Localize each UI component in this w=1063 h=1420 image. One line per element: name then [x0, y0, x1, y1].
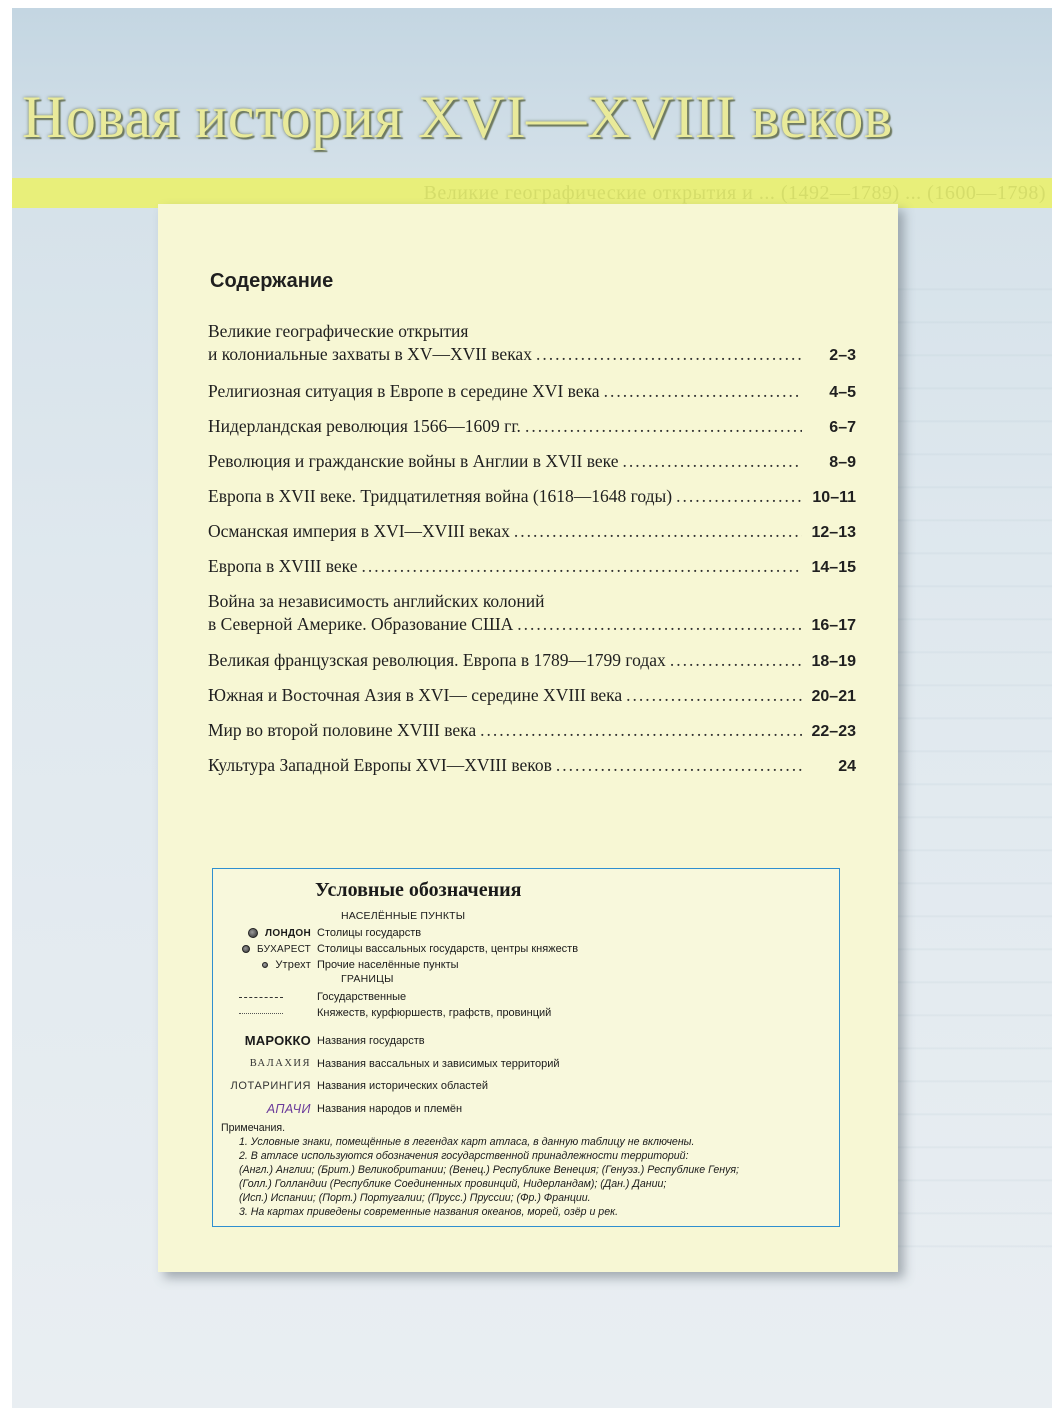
toc-page-number: 16–17	[811, 617, 856, 634]
toc-item[interactable]	[208, 649, 856, 673]
legend-row-peoples	[213, 1099, 833, 1119]
leader-dots	[536, 343, 802, 366]
legend-desc: Названия вассальных и зависимых территорий	[317, 1058, 560, 1070]
legend-desc: Княжеств, курфюршеств, графств, провинций	[317, 1007, 552, 1019]
toc-item-text: Революция и гражданские войны в Англии в XVII веке	[208, 451, 619, 471]
toc-item[interactable]	[208, 555, 856, 579]
toc-page-number: 2–3	[829, 347, 856, 364]
town-dot-icon	[262, 962, 268, 968]
legend-row-town	[213, 957, 833, 973]
toc-page-number: 20–21	[811, 688, 856, 705]
toc-page-number: 14–15	[811, 559, 856, 576]
atlas-page	[12, 8, 1052, 1408]
toc-item-text: Великие географические открытия	[208, 321, 469, 341]
toc-page-number: 6–7	[829, 419, 856, 436]
leader-dots	[670, 649, 802, 672]
legend-row-state-border	[213, 989, 833, 1005]
toc-item-text: Европа в XVIII веке	[208, 556, 358, 576]
toc-page-number: 18–19	[811, 653, 856, 670]
toc-item[interactable]	[208, 415, 856, 439]
leader-dots	[556, 754, 802, 777]
toc-item-text: Мир во второй половине XVIII века	[208, 720, 477, 740]
leader-dots	[517, 613, 802, 636]
leader-dots	[362, 555, 803, 578]
toc-item-text: в Северной Америке. Образование США	[208, 614, 514, 634]
legend-desc: Столицы государств	[317, 927, 422, 939]
toc-item-text: Культура Западной Европы XVI—XVIII веков	[208, 755, 552, 775]
leader-dots	[480, 719, 802, 742]
notes-heading: Примечания.	[221, 1122, 286, 1134]
legend-desc: Названия исторических областей	[317, 1080, 488, 1092]
legend-box	[212, 868, 840, 1227]
legend-desc: Государственные	[317, 991, 407, 1003]
legend-symbol: БУХАРЕСТ	[257, 944, 311, 955]
legend-symbol: МАРОККО	[244, 1033, 311, 1048]
toc-page-number: 4–5	[829, 384, 856, 401]
leader-dots	[525, 415, 802, 438]
toc-item[interactable]	[208, 684, 856, 708]
legend-symbol: ВАЛАХИЯ	[249, 1058, 311, 1069]
toc-item-text: и колониальные захваты в XV—XVII веках	[208, 344, 532, 364]
legend-symbol: Утрехт	[275, 959, 311, 971]
capital-dot-icon	[248, 928, 258, 938]
toc-item[interactable]	[208, 719, 856, 743]
contents-panel	[158, 204, 898, 1272]
legend-row-vassal-name	[213, 1054, 833, 1074]
note-line: 2. В атласе используются обозначения государственной принадлежности территорий:	[239, 1150, 689, 1162]
toc-item-text: Великая французская революция. Европа в 1789—1799 годах	[208, 650, 666, 670]
toc-item-text: Южная и Восточная Азия в XVI— середине XVIII века	[208, 685, 623, 705]
toc-item[interactable]	[208, 754, 856, 778]
legend-row-vassal-capital	[213, 941, 833, 957]
toc-item[interactable]	[208, 380, 856, 404]
toc-page-number: 12–13	[811, 524, 856, 541]
toc-item-text: Европа в XVII веке. Тридцатилетняя война (1618—1648 годы)	[208, 486, 673, 506]
legend-row-capital	[213, 925, 833, 941]
toc-item[interactable]	[208, 485, 856, 509]
subtitle-text: Великие географические открытия и ... (1492—1789) ... (1600—1798)	[423, 182, 1046, 204]
leader-dots	[604, 380, 802, 403]
toc-item-text: Османская империя в XVI—XVIII веках	[208, 521, 510, 541]
vassal-capital-dot-icon	[242, 945, 250, 953]
leader-dots	[514, 520, 802, 543]
toc-heading: Содержание	[210, 270, 334, 292]
legend-symbol: ЛОНДОН	[265, 928, 311, 939]
legend-title: Условные обозначения	[315, 879, 522, 901]
leader-dots	[622, 450, 802, 473]
legend-row-historic-region	[213, 1076, 833, 1096]
note-line: (Исп.) Испании; (Порт.) Португалии; (Прусс.) Пруссии; (Фр.) Франции.	[239, 1192, 591, 1204]
legend-symbol: ЛОТАРИНГИЯ	[230, 1080, 311, 1092]
note-line: 1. Условные знаки, помещённые в легендах карт атласа, в данную таблицу не включены.	[239, 1136, 695, 1148]
toc-item[interactable]	[208, 520, 856, 544]
toc-item-text: Религиозная ситуация в Европе в середине XVI века	[208, 381, 600, 401]
state-border-line-icon	[239, 997, 283, 998]
borders-heading: ГРАНИЦЫ	[341, 973, 394, 985]
note-line: (Англ.) Англии; (Брит.) Великобритании; (Венец.) Республике Венеция; (Генуэз.) Республике Генуя;	[239, 1164, 739, 1176]
leader-dots	[626, 684, 802, 707]
toc-item-text: Война за независимость английских колоний	[208, 591, 545, 611]
legend-desc: Названия государств	[317, 1035, 425, 1047]
legend-notes	[221, 1121, 831, 1219]
toc-page-number: 10–11	[812, 489, 856, 506]
province-border-line-icon	[239, 1013, 283, 1014]
legend-symbol: АПАЧИ	[266, 1102, 311, 1116]
toc-item-text: Нидерландская революция 1566—1609 гг.	[208, 416, 521, 436]
toc-item[interactable]	[208, 590, 856, 637]
toc-page-number: 22–23	[811, 723, 856, 740]
note-line: (Голл.) Голландии (Республике Соединенных провинций, Нидерландам); (Дан.) Дании;	[239, 1178, 667, 1190]
legend-row-province-border	[213, 1005, 833, 1021]
legend-desc: Прочие населённые пункты	[317, 959, 459, 971]
legend-desc: Столицы вассальных государств, центры княжеств	[317, 943, 579, 955]
settlements-heading: НАСЕЛЁННЫЕ ПУНКТЫ	[341, 910, 466, 922]
toc-page-number: 8–9	[829, 454, 856, 471]
background-map-fragment	[882, 258, 1052, 1258]
legend-row-state-name	[213, 1031, 833, 1051]
toc-item[interactable]	[208, 450, 856, 474]
note-line: 3. На картах приведены современные названия океанов, морей, озёр и рек.	[239, 1206, 619, 1218]
page-title: Новая история XVI—XVIII веков	[22, 84, 893, 150]
legend-desc: Названия народов и племён	[317, 1103, 463, 1115]
toc-item[interactable]	[208, 320, 856, 367]
toc-page-number: 24	[838, 758, 856, 775]
leader-dots	[676, 485, 802, 508]
